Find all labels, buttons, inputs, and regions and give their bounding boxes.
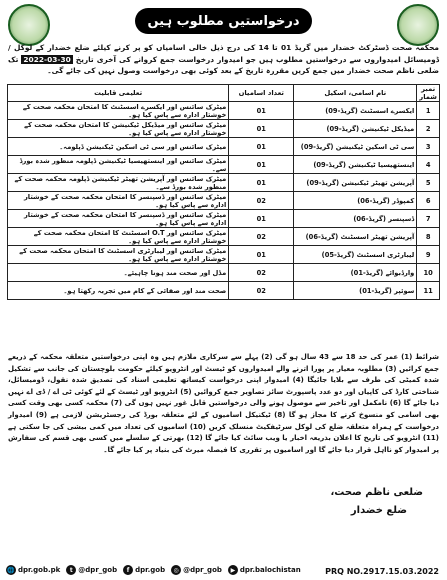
conditions-paragraph: شرائط (1) عمر کی حد 18 سے 43 سال ہو گی (2) پہلے سے سرکاری ملازم ہیں وہ اپنی درخواستیں متعلقہ محکمہ کے ذریعے جمع کرائیں (3) مطلوبہ معیار پر پورا اترنے والے امیدواروں کو ٹیسٹ اور انٹرویو کیلئے حکومت بلوچستان کی جانب سے تشکیل شدہ کمیٹی کی طرف سے بلایا جائیگا (4) امیدوار اپنی درخواست کیساتھ تعلیمی اسناد کی تصدیق شدہ نقول، ڈومیسائل، شناختی کارڈ کی کاپیاں اور دو عدد پاسپورٹ سائز تصاویر جمع کروائیں (5) انٹرویو اور ٹیسٹ کے لئے کوئی ٹی اے / ڈی اے نہیں دیا جائے گا (6) نامکمل اور تاخیر سے موصول ہونے والی درخواستیں قابل غور نہیں ہوں گی (7) محکمہ کسی بھی وقت کسی بھی اسامی کو منسوخ کرنے کا مجاز ہو گا (8) ٹیکنیکل اسامیوں کے لئے متعلقہ بورڈ کی رجسٹریشن لازمی ہے (9) امیدوار درخواست کے ہمراہ متعلقہ ضلع کی لوکل سرٹیفکیٹ منسلک کریں (10) اسامیوں کی تعداد میں کمی بیشی کی جا سکتی ہے (11) انٹرویو کی تاریخ کا اعلان بذریعہ اخبار یا ویب سائٹ کیا جائے گا (12) بھرتی کے سلسلے میں کسی بھی قسم کی سفارش پر امیدوار کو نااہل قرار دیا جائے گا اور اسامیوں پر تقرری کا فیصلہ میرٹ کی بنیاد پر کیا جائے گا۔ <box>8 353 440 454</box>
facebook-icon: f <box>123 565 133 575</box>
qualification-cell: میٹرک سائنس اور سی ٹی اسکین ٹیکنیشن ڈپلومہ۔ <box>8 138 229 156</box>
quantity-cell: 01 <box>229 246 294 264</box>
quantity-cell: 02 <box>229 264 294 282</box>
footer-link[interactable] <box>123 565 165 575</box>
header-serial: نمبر شمار <box>417 85 440 102</box>
serial-cell: 8 <box>417 228 440 246</box>
table-row <box>8 228 440 246</box>
footer-link[interactable] <box>66 565 117 575</box>
youtube-icon: ▶ <box>228 565 238 575</box>
page-title: درخواستیں مطلوب ہیں <box>135 8 312 34</box>
serial-cell: 11 <box>417 282 440 300</box>
post-cell: ڈسپنسر (گریڈ-06) <box>294 210 417 228</box>
footer-link-text: @dpr_gob <box>183 566 222 574</box>
quantity-cell: 01 <box>229 102 294 120</box>
globe-icon: 🌐 <box>7 566 15 574</box>
table-row <box>8 102 440 120</box>
table-row <box>8 174 440 192</box>
twitter-icon: t <box>66 565 76 575</box>
serial-cell: 1 <box>417 102 440 120</box>
post-cell: آپریشن تھیٹر اسسٹنٹ (گریڈ-06) <box>294 228 417 246</box>
qualification-cell: میٹرک سائنس اور ڈسپنسر کا امتحان محکمہ صحت کے خوشتار ادارہ سے پاس کیا ہو۔ <box>8 210 229 228</box>
post-cell: لیبارٹری اسسٹنٹ (گریڈ-05) <box>294 246 417 264</box>
table-row <box>8 138 440 156</box>
footer-link-text: dpr.gob.pk <box>18 566 61 574</box>
post-cell: وارڈبوائے (گریڈ-01) <box>294 264 417 282</box>
quantity-cell: 01 <box>229 174 294 192</box>
qualification-cell: میٹرک سائنس اور لیبارٹری اسسٹنٹ کا امتحان محکمہ صحت کے خوشتار ادارہ سے پاس کیا ہو۔ <box>8 246 229 264</box>
table-row <box>8 264 440 282</box>
qualification-cell: میٹرک سائنس اور ایکسرے اسسٹنٹ کا امتحان محکمہ صحت کے خوشتار ادارہ سے پاس کیا ہو۔ <box>8 102 229 120</box>
qualification-cell: مڈل اور صحت مند ہونا چاہیئے۔ <box>8 264 229 282</box>
footer-link-text: @dpr_gob <box>78 566 118 574</box>
table-row <box>8 282 440 300</box>
table-row <box>8 156 440 174</box>
table-row <box>8 246 440 264</box>
vacancies-table <box>7 84 440 300</box>
signatory-district: ضلع خضدار <box>350 505 407 516</box>
footer-link[interactable] <box>6 565 60 575</box>
post-cell: کمپوڈر (گریڈ-06) <box>294 192 417 210</box>
serial-cell: 4 <box>417 156 440 174</box>
quantity-cell: 02 <box>229 228 294 246</box>
qualification-cell: میٹرک سائنس اور O.T اسسٹنٹ کا امتحان محکمہ صحت کے خوشتار ادارہ سے پاس کیا ہو۔ <box>8 228 229 246</box>
footer-link-text: dpr.gob <box>135 566 166 574</box>
serial-cell: 9 <box>417 246 440 264</box>
quantity-cell: 01 <box>229 138 294 156</box>
deadline-date: 30-03-2022 <box>23 54 71 64</box>
serial-cell: 6 <box>417 192 440 210</box>
serial-cell: 2 <box>417 120 440 138</box>
balochistan-emblem-icon <box>8 4 50 46</box>
table-row <box>8 192 440 210</box>
table-row <box>8 210 440 228</box>
quantity-cell: 01 <box>229 156 294 174</box>
serial-cell: 10 <box>417 264 440 282</box>
header-quantity: تعداد اسامیاں <box>229 85 294 102</box>
qualification-cell: صحت مند اور صفائی کے کام میں تجربہ رکھتا ہو۔ <box>8 282 229 300</box>
intro-text-2: تک ضلعی ناظم صحت خضدار میں جمع کریں مقررہ تاریخ کے بعد کوئی بھی درخواست وصول نہیں کی جائے گی۔ <box>8 54 439 75</box>
quantity-cell: 01 <box>229 120 294 138</box>
quantity-cell: 01 <box>229 210 294 228</box>
serial-cell: 7 <box>417 210 440 228</box>
table-row <box>8 120 440 138</box>
prq-number: PRQ NO.2917.15.03.2022 <box>325 567 439 576</box>
post-cell: میڈیکل ٹیکنیشن (گریڈ-09) <box>294 120 417 138</box>
health-department-emblem-icon <box>397 4 439 46</box>
qualification-cell: میٹرک سائنس اور اینستھیسیا ٹیکنیشن ڈپلومہ منظور شدہ بورڈ سے۔ <box>8 156 229 174</box>
qualification-cell: میٹرک سائنس اور میڈیکل ٹیکنیشن کا امتحان محکمہ صحت کے خوشتار ادارہ سے پاس کیا ہو۔ <box>8 120 229 138</box>
instagram-icon: ◎ <box>171 565 181 575</box>
signatory-title: ضلعی ناظم صحت، <box>330 487 423 498</box>
quantity-cell: 02 <box>229 192 294 210</box>
qualification-cell: میٹرک سائنس اور آپریشن تھیٹر ٹیکنیشن ڈپلومہ محکمہ صحت کے منظور شدہ بورڈ سے۔ <box>8 174 229 192</box>
table-header-row <box>8 85 440 102</box>
intro-paragraph <box>8 42 439 77</box>
post-cell: سوئپر (گریڈ-01) <box>294 282 417 300</box>
header-qualification: تعلیمی قابلیت <box>8 85 229 102</box>
qualification-cell: میٹرک سائنس اور ڈسپنسر کا امتحان محکمہ صحت کے خوشتار ادارہ سے پاس کیا ہو۔ <box>8 192 229 210</box>
footer-link[interactable] <box>171 565 222 575</box>
header-post: نام اسامی، اسکیل <box>294 85 417 102</box>
post-cell: سی ٹی اسکین ٹیکنیشن (گریڈ-09) <box>294 138 417 156</box>
quantity-cell: 02 <box>229 282 294 300</box>
intro-text: محکمہ صحت ڈسٹرکٹ خضدار میں گریڈ 01 تا 14 کی درج ذیل خالی اسامیاں کو پر کرنے کیلئے ضلع خضدار کے لوکل / ڈومیسائل امیدواروں سے درخواستیں مطلوب ہیں جو امیدوار درخواست جمع کروانے کی آخری تاریخ <box>8 43 439 64</box>
footer-link[interactable] <box>228 565 301 575</box>
post-cell: اینستھیسیا ٹیکنیشن (گریڈ-09) <box>294 156 417 174</box>
post-cell: ایکسرے اسسٹنٹ (گریڈ-09) <box>294 102 417 120</box>
serial-cell: 3 <box>417 138 440 156</box>
serial-cell: 5 <box>417 174 440 192</box>
footer-link-text: dpr.balochistan <box>239 566 301 574</box>
post-cell: آپریشن تھیٹر ٹیکنیشن (گریڈ-09) <box>294 174 417 192</box>
